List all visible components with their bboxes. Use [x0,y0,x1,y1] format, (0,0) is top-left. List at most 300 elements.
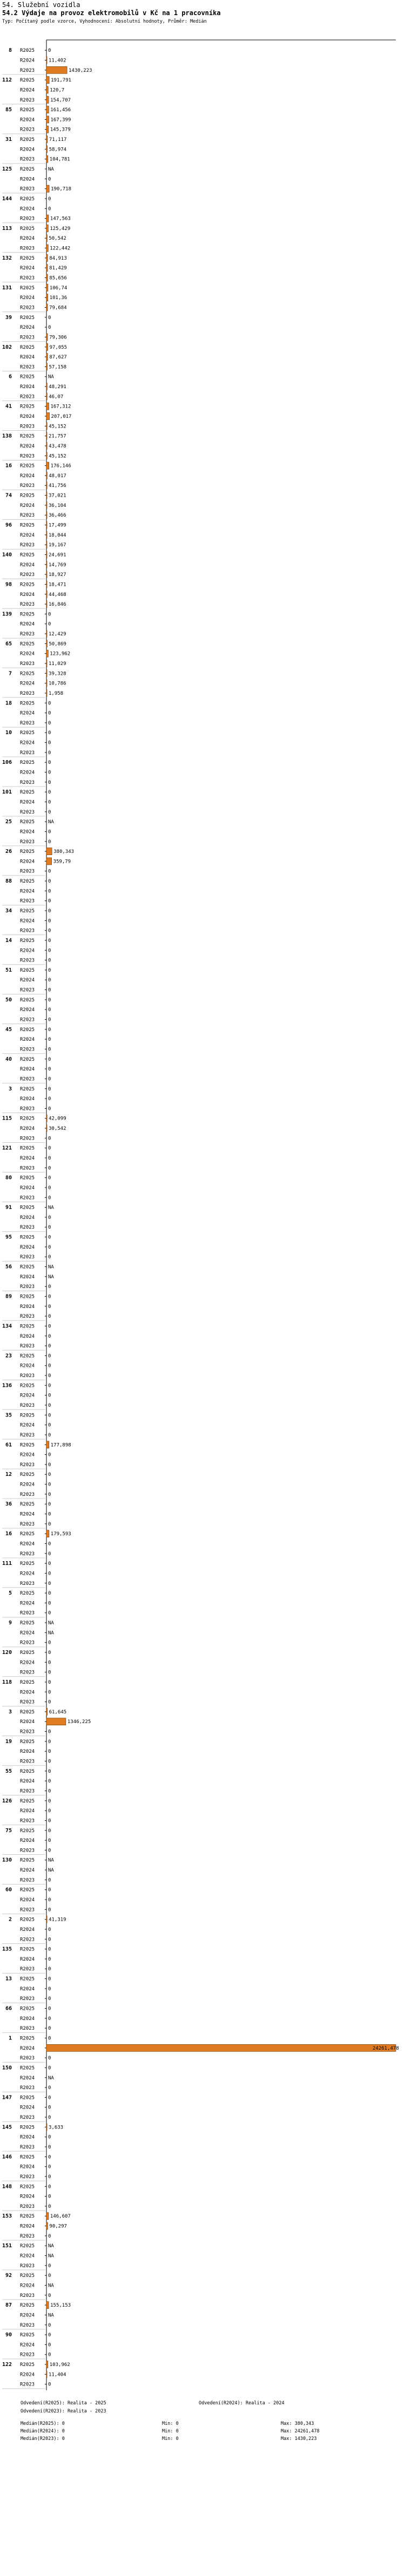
bar [46,512,47,519]
series-label: R2024 [20,1779,35,1785]
series-label: R2024 [20,266,35,272]
bar [46,363,48,370]
series-label: R2025 [20,2243,35,2249]
bar-value-label: 0 [48,1838,51,1844]
bar-value-label: 0 [48,2016,51,2022]
category-label: 147 [2,2094,12,2101]
bar-value-label: 0 [48,1768,51,1774]
category-label: 9 [8,1620,12,1626]
bar-value-label: 0 [48,1601,51,1606]
series-label: R2025 [20,2333,35,2338]
series-label: R2023 [20,661,35,667]
bar-value-label: 0 [48,1947,51,1953]
series-label: R2023 [20,632,35,638]
series-label: R2024 [20,1215,35,1221]
series-label: R2024 [20,1333,35,1339]
series-label: R2023 [20,2145,35,2150]
bar-value-label: 0 [48,1541,51,1547]
bar [46,254,48,261]
bar-value-label: 87,627 [49,355,67,361]
bar-value-label: 1,958 [49,690,64,696]
bar-value-label: 0 [48,1422,51,1428]
series-label: R2025 [20,78,35,84]
series-label: R2023 [20,602,35,608]
bar-value-label: 0 [48,1462,51,1468]
bar-value-label: 18,044 [49,532,66,538]
series-label: R2024 [20,829,35,835]
bar-value-label: 41,319 [49,1917,66,1923]
series-label: R2025 [20,967,35,973]
category-label: 136 [2,1382,12,1389]
series-label: R2025 [20,1145,35,1151]
series-label: R2023 [20,1551,35,1557]
bar [46,571,47,578]
bar [46,354,48,361]
category-label: 101 [2,789,12,796]
series-label: R2024 [20,1749,35,1755]
series-label: R2023 [20,2026,35,2032]
series-label: R2023 [20,2352,35,2358]
bar-value-label: 0 [48,1937,51,1943]
series-label: R2024 [20,2045,35,2051]
bar-value-label: 97,055 [49,344,68,350]
series-label: R2024 [20,1274,35,1280]
bar-value-label: 0 [48,2342,51,2348]
bar [46,2124,47,2131]
category-label: 135 [2,1946,12,1953]
bar-value-label: 0 [48,958,51,964]
bar-value-label: 0 [48,2036,51,2042]
bar-value-label: 167,399 [50,117,71,123]
bar [46,631,47,638]
series-label: R2025 [20,2154,35,2160]
series-label: R2023 [20,1759,35,1765]
series-label: R2025 [20,226,35,232]
bar [46,66,67,73]
series-label: R2025 [20,137,35,143]
series-label: R2024 [20,2194,35,2200]
bar-value-label: 1430,223 [69,67,92,73]
bar-value-label: 380,343 [53,849,75,855]
series-label: R2024 [20,177,35,182]
bar-value-label: 0 [48,997,51,1003]
bar-value-label: 179,593 [50,1531,71,1537]
bar [46,2361,48,2368]
series-label: R2023 [20,1106,35,1112]
bar-value-label: 120,7 [50,87,65,93]
series-label: R2025 [20,344,35,350]
category-label: 91 [5,1204,12,1211]
bar-value-label: 0 [48,720,51,726]
series-label: R2024 [20,1986,35,1992]
series-label: R2023 [20,1788,35,1794]
series-label: R2024 [20,1482,35,1488]
bar-value-label: 0 [48,1828,51,1834]
series-label: R2024 [20,1690,35,1696]
category-label: 132 [2,255,12,261]
bar-value-label: 0 [48,1383,51,1389]
bar [46,561,47,568]
category-label: 74 [5,492,12,499]
bar-value-label: NA [48,2313,54,2319]
bar-value-label: 0 [48,750,51,756]
bar-value-label: 0 [48,1788,51,1794]
bar-value-label: 0 [48,2174,51,2180]
series-label: R2023 [20,898,35,904]
category-label: 146 [2,2154,12,2160]
series-label: R2025 [20,1294,35,1300]
bar-value-label: 0 [48,799,51,805]
series-label: R2025 [20,2006,35,2012]
bar-value-label: 123,962 [50,651,71,657]
category-label: 120 [2,1650,12,1656]
bar [46,482,47,489]
series-label: R2025 [20,1472,35,1478]
series-label: R2024 [20,710,35,716]
bar-value-label: 0 [48,1195,51,1201]
bar-value-label: 0 [48,1314,51,1320]
series-label: R2023 [20,1640,35,1646]
chart-subtitle: Typ: Počítaný podle vzorce, Vyhodnocení: Absolutní hodnoty, Průměr: Medián [2,19,207,24]
bar-value-label: 0 [48,1294,51,1300]
bar-value-label: 0 [48,1679,51,1685]
series-label: R2024 [20,889,35,894]
bar-value-label: 0 [48,730,51,736]
category-label: 23 [5,1353,12,1359]
series-label: R2023 [20,1344,35,1350]
series-label: R2025 [20,167,35,172]
bar-value-label: 0 [48,1353,51,1359]
bar [46,265,48,272]
bar-value-label: 57,158 [49,364,67,370]
series-label: R2024 [20,2283,35,2289]
category-label: 144 [2,195,12,202]
series-label: R2023 [20,1017,35,1023]
bar-value-label: 106,74 [49,285,68,291]
category-label: 118 [2,1679,12,1685]
series-label: R2023 [20,1996,35,2002]
bar-value-label: 85,656 [49,275,67,281]
series-label: R2025 [20,196,35,202]
series-label: R2023 [20,958,35,964]
category-label: 5 [8,1590,12,1597]
series-label: R2023 [20,1314,35,1320]
series-label: R2023 [20,2204,35,2209]
category-label: 121 [2,1145,12,1151]
bar-value-label: 19,167 [49,543,66,548]
series-label: R2023 [20,1610,35,1616]
series-label: R2025 [20,849,35,855]
series-label: R2024 [20,948,35,954]
series-label: R2023 [20,2233,35,2239]
series-label: R2024 [20,414,35,419]
series-label: R2025 [20,819,35,825]
bar-value-label: 3,633 [49,2125,64,2131]
series-label: R2025 [20,1324,35,1330]
bar-value-label: 0 [48,770,51,776]
bar-value-label: 84,913 [49,255,67,261]
category-label: 153 [2,2213,12,2220]
min-label: Min: 0 [162,2428,179,2434]
series-label: R2024 [20,1541,35,1547]
bar-value-label: 0 [48,2164,51,2170]
bar [46,136,48,143]
series-label: R2023 [20,928,35,934]
series-label: R2023 [20,157,35,162]
bar-value-label: 0 [48,1660,51,1666]
series-label: R2025 [20,938,35,944]
bar [46,432,47,439]
bar [46,650,48,657]
bar-value-label: 44,468 [49,592,66,598]
bar [46,689,47,696]
bar-value-label: 0 [48,879,51,885]
bar-value-label: 0 [48,2333,51,2338]
bar [46,284,48,291]
series-label: R2023 [20,305,35,311]
series-label: R2023 [20,275,35,281]
bar-value-label: 0 [48,612,51,618]
bar-value-label: 0 [48,1749,51,1755]
series-label: R2025 [20,1976,35,1982]
series-label: R2023 [20,186,35,192]
category-label: 12 [5,1472,12,1478]
bar-value-label: 79,684 [49,305,67,311]
series-label: R2024 [20,1897,35,1903]
bar-value-label: 0 [48,2322,51,2328]
series-label: R2024 [20,1601,35,1606]
bar-value-label: 0 [48,948,51,954]
series-label: R2025 [20,48,35,54]
bar-value-label: 0 [48,1739,51,1745]
bar-value-label: 17,499 [49,523,66,528]
bar-value-label: 0 [48,1086,51,1092]
series-label: R2025 [20,1175,35,1181]
series-label: R2023 [20,2322,35,2328]
series-label: R2024 [20,1808,35,1814]
category-label: 88 [5,878,12,885]
bar-value-label: 0 [48,1363,51,1369]
series-label: R2024 [20,147,35,153]
category-label: 87 [5,2302,12,2309]
bar-value-label: 0 [48,1956,51,1962]
legend-2023: Odvedení(R2023): Realita - 2023 [21,2408,106,2414]
series-label: R2023 [20,839,35,845]
bar-value-label: 0 [48,1502,51,1508]
bar [46,858,52,865]
bar-value-label: 0 [48,809,51,815]
bar-value-label: NA [48,1205,54,1211]
category-label: 122 [2,2362,12,2368]
series-label: R2025 [20,879,35,885]
bar [46,2213,49,2220]
bar [46,591,47,598]
bar-value-label: 155,153 [50,2303,71,2309]
series-label: R2023 [20,1877,35,1883]
bar-value-label: 0 [48,2194,51,2200]
series-label: R2025 [20,2362,35,2368]
category-label: 8 [8,48,12,54]
series-label: R2024 [20,918,35,924]
bar-value-label: 0 [48,1907,51,1913]
series-label: R2024 [20,1126,35,1132]
series-label: R2024 [20,592,35,598]
bar-value-label: 0 [48,1096,51,1102]
category-label: 60 [5,1887,12,1893]
series-label: R2025 [20,1353,35,1359]
bar-value-label: NA [48,1264,54,1270]
series-label: R2023 [20,1848,35,1854]
series-label: R2025 [20,790,35,796]
bar-value-label: 0 [48,1581,51,1587]
bar-value-label: NA [48,819,54,825]
bar-value-label: 0 [48,2273,51,2279]
bar-value-label: 14,769 [49,562,66,568]
bar-value-label: 0 [48,1067,51,1073]
series-label: R2023 [20,1729,35,1735]
series-label: R2025 [20,730,35,736]
bar-value-label: 0 [48,1798,51,1804]
bar [46,1441,49,1448]
series-label: R2023 [20,1937,35,1943]
category-label: 75 [5,1827,12,1834]
bar-value-label: 43,478 [49,443,66,449]
series-label: R2025 [20,1679,35,1685]
series-label: R2024 [20,2105,35,2111]
category-label: 85 [5,107,12,113]
bar [46,452,47,459]
series-label: R2025 [20,760,35,766]
category-label: 39 [5,314,12,321]
series-label: R2025 [20,315,35,321]
category-label: 3 [8,1086,12,1092]
category-label: 7 [8,670,12,677]
series-label: R2025 [20,1116,35,1122]
bar [46,670,47,677]
series-label: R2024 [20,2134,35,2140]
bar-value-label: 0 [48,1670,51,1676]
series-label: R2024 [20,1304,35,1310]
bar-value-label: 0 [48,1551,51,1557]
bar-value-label: 0 [48,621,51,627]
bar-value-label: 0 [48,1215,51,1221]
series-label: R2025 [20,374,35,380]
category-label: 10 [5,730,12,736]
bar-value-label: 161,456 [50,107,71,113]
series-label: R2023 [20,67,35,73]
bar-value-label: 0 [48,2204,51,2209]
series-label: R2025 [20,552,35,558]
series-label: R2023 [20,2115,35,2121]
series-label: R2025 [20,2125,35,2131]
bar-value-label: 0 [48,2085,51,2091]
bar [46,146,48,153]
median-label: Medián(R2023): 0 [21,2436,65,2442]
series-label: R2024 [20,2224,35,2229]
category-label: 151 [2,2243,12,2249]
bar-value-label: 0 [48,760,51,766]
bar [46,245,48,252]
bar [46,57,47,64]
bar [46,155,48,162]
series-label: R2024 [20,355,35,361]
bar-value-label: 145,379 [50,127,71,133]
bar [46,581,47,588]
bar-value-label: 0 [48,869,51,875]
series-label: R2023 [20,1373,35,1379]
series-label: R2023 [20,364,35,370]
bar-value-label: 0 [48,2105,51,2111]
category-label: 145 [2,2124,12,2131]
series-label: R2025 [20,1413,35,1419]
bar-value-label: 0 [48,325,51,331]
series-label: R2025 [20,523,35,528]
bar-value-label: 190,718 [51,186,72,192]
bar-value-label: 0 [48,1076,51,1082]
bar-value-label: 104,781 [49,157,70,162]
series-label: R2025 [20,1531,35,1537]
bar-value-label: 0 [48,829,51,835]
series-label: R2024 [20,562,35,568]
category-label: 18 [5,700,12,707]
bar-value-label: 0 [48,2263,51,2269]
series-label: R2024 [20,1956,35,1962]
series-label: R2023 [20,1165,35,1171]
bar-value-label: 0 [48,918,51,924]
bar-value-label: 0 [48,938,51,944]
bar-value-label: 0 [48,1432,51,1438]
bar [46,1708,48,1715]
category-label: 36 [5,1501,12,1508]
category-label: 112 [2,77,12,84]
series-label: R2023 [20,779,35,785]
bar [46,235,47,242]
bar-value-label: 0 [48,1779,51,1785]
series-label: R2025 [20,1798,35,1804]
series-label: R2023 [20,2263,35,2269]
series-label: R2024 [20,1571,35,1577]
category-label: 41 [5,403,12,410]
bar-value-label: 0 [48,1996,51,2002]
bar-value-label: 103,962 [49,2362,70,2368]
bar-value-label: 0 [48,1136,51,1142]
series-label: R2025 [20,2214,35,2220]
series-label: R2025 [20,1739,35,1745]
bar-value-label: 0 [48,1927,51,1933]
category-label: 131 [2,284,12,291]
bar-value-label: 0 [48,206,51,212]
bar-value-label: 48,017 [49,473,66,479]
bar-value-label: 0 [48,1156,51,1161]
bar-value-label: 0 [48,1591,51,1597]
bar-value-label: 0 [48,1225,51,1231]
series-label: R2023 [20,1581,35,1587]
series-label: R2025 [20,2184,35,2190]
series-label: R2024 [20,1927,35,1933]
bar-value-label: 0 [48,790,51,796]
series-label: R2025 [20,2273,35,2279]
bar-value-label: 146,607 [50,2214,71,2220]
series-label: R2023 [20,1047,35,1053]
series-label: R2023 [20,216,35,222]
bar-value-label: 0 [48,1027,51,1033]
series-label: R2025 [20,1264,35,1270]
bar-value-label: 359,79 [53,859,71,865]
series-label: R2025 [20,433,35,439]
bar-value-label: 21,757 [49,433,66,439]
series-label: R2024 [20,1868,35,1874]
series-label: R2024 [20,2342,35,2348]
